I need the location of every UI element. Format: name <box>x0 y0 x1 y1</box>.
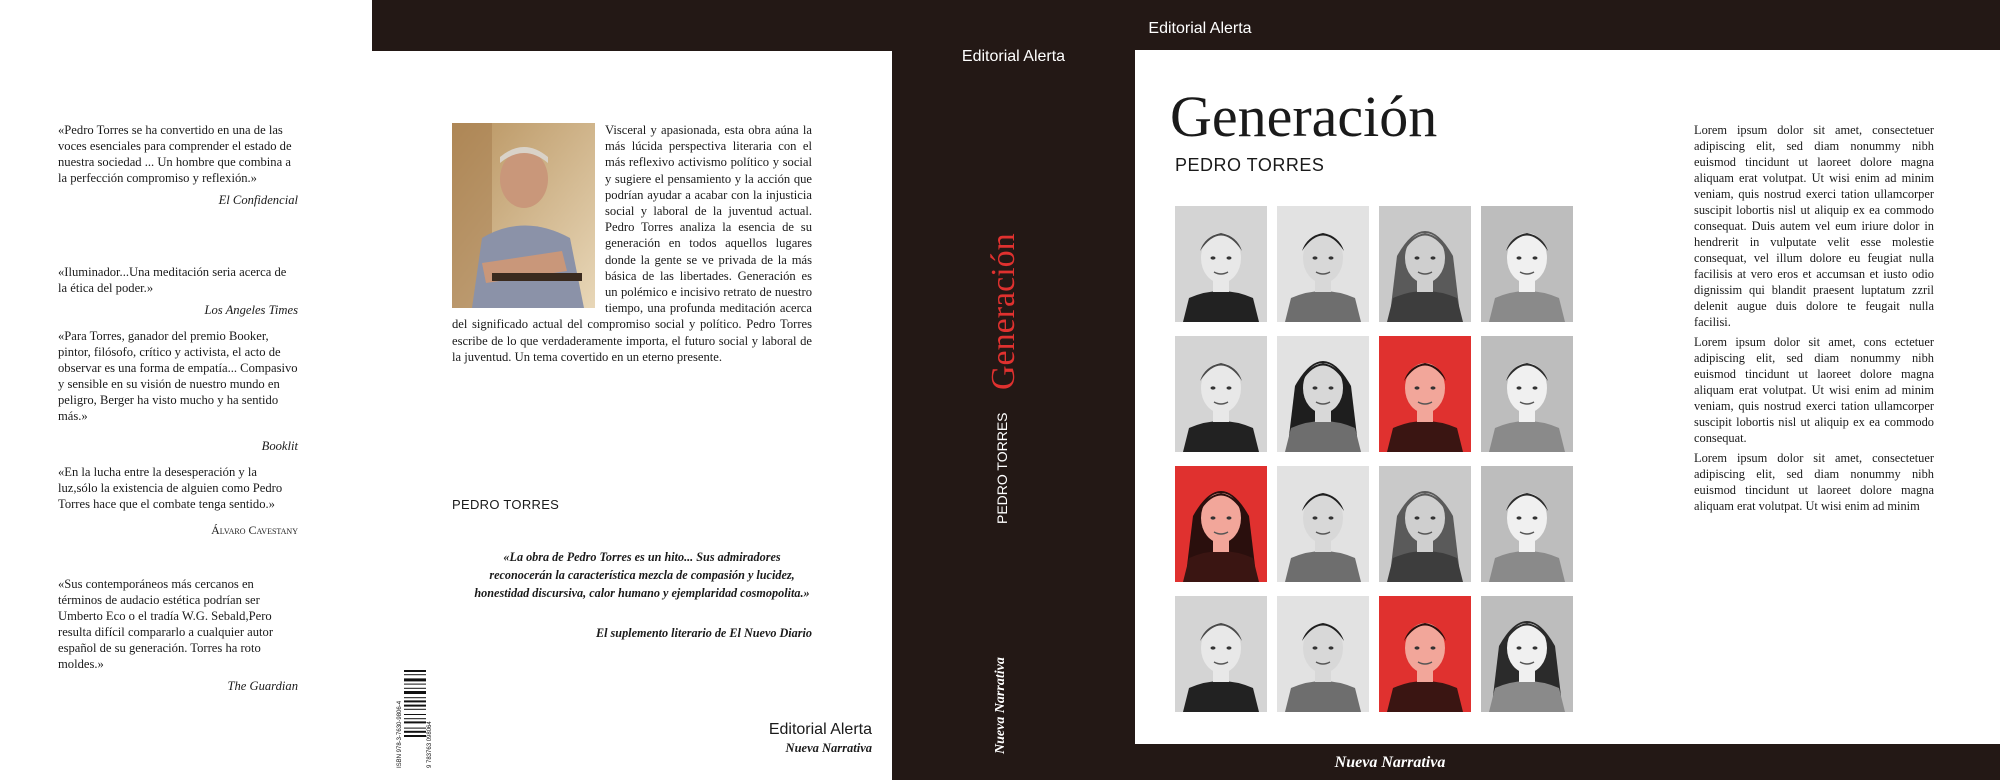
review-source: Booklit <box>261 439 298 453</box>
back-quote-source: El suplemento literario de El Nuevo Diario <box>596 626 812 640</box>
flap-top-band <box>1627 0 2000 50</box>
portrait-photo-icon <box>1481 596 1573 712</box>
front-collection: Nueva Narrativa <box>1334 754 1446 771</box>
back-quote: «La obra de Pedro Torres es un hito... Sus admiradores reconocerán la característica mezcla de compasión y lucidez, honestidad discursiva, calor humano y ejemplaridad cosmopolita.» <box>474 550 810 600</box>
flap-paragraph: Lorem ipsum dolor sit amet, cons ectetuer adipiscing elit, sed diam nonummy nibh euismod tincidunt ut laoreet dolore magna aliquam erat volutpat. Ut wisi enim ad minim veniam, quis nostrud exerci tation ullamcorper suscipit lobortis nisl ut aliquip ex ea commodo consequat. <box>1694 335 1934 445</box>
review-source: Álvaro Cavestany <box>211 523 298 537</box>
review-source: El Confidencial <box>218 193 298 207</box>
back-cover <box>372 0 892 780</box>
review-text: «Para Torres, ganador del premio Booker, pintor, filósofo, crítico y activista, el acto de observar es una forma de empatía... Compasivo y sensible en su visión de nuestro mundo en peligro, Berger ha visto mucho y ha sentido más.» <box>58 329 298 423</box>
portrait-photo-icon <box>1277 206 1369 322</box>
review-1 <box>58 122 298 208</box>
portrait-photo-icon <box>1481 336 1573 452</box>
portrait-photo-icon <box>1379 466 1471 582</box>
review-source: The Guardian <box>227 679 298 693</box>
review-4 <box>58 464 298 538</box>
review-text: «Pedro Torres se ha convertido en una de las voces esenciales para comprender el estado de nuestra sociedad ... Un hombre que combina a la perfección compromiso y reflexión.» <box>58 123 292 185</box>
portrait-photo-icon <box>1175 466 1267 582</box>
front-title: Generación <box>1170 84 1438 149</box>
spine-author-box <box>994 408 1014 524</box>
portrait-photo-icon <box>1175 596 1267 712</box>
spine-collection: Nueva Narrativa <box>993 657 1008 754</box>
review-source: Los Angeles Times <box>204 303 298 317</box>
portrait-photo-icon <box>1481 206 1573 322</box>
portrait-photo-icon <box>1379 596 1471 712</box>
spine-collection-box <box>993 626 1013 756</box>
portrait-photo-icon <box>1379 206 1471 322</box>
flap-paragraph: Lorem ipsum dolor sit amet, consectetuer adipiscing elit, sed diam nonummy nibh euismod tincidunt ut laoreet dolore magna aliquam erat volutpat. Ut wisi enim ad minim veniam, quis nostrud exerci tation ullamcorper suscipit lobortis nisl ut aliquip ex ea commodo consequat. Duis autem vel eum iriure dolor in hendrerit in vulputate velit esse molestie consequat, vel illum dolore eu feugiat nulla facilisis at vero eros et accumsan et iusto odio dignissim qui blandit praesent luptatum zzril delenit augue duis dolore te feugait nulla facilisi. <box>1694 123 1934 329</box>
flap-paragraph: Lorem ipsum dolor sit amet, consectetuer adipiscing elit, sed diam nonummy nibh euismod tincidunt ut laoreet dolore magna aliquam erat volutpat. Ut wisi enim ad minim <box>1694 451 1934 513</box>
left-flap <box>0 0 372 780</box>
back-blurb <box>452 122 812 365</box>
review-text: «En la lucha entre la desesperación y la luz,sólo la existencia de alguien como Pedro Torres hace que el combate tenga sentido.» <box>58 465 283 511</box>
spine-title: Generación <box>985 233 1022 390</box>
portrait-photo-icon <box>1175 206 1267 322</box>
review-5 <box>58 576 298 694</box>
front-flap-text <box>1694 122 1934 518</box>
review-text: «Iluminador...Una meditación seria acerca de la ética del poder.» <box>58 265 287 295</box>
review-text: «Sus contemporáneos más cercanos en términos de audacio estética podrían ser Umberto Eco o el tradía W.G. Sebald,Pero resulta difícil compararlo a cualquier autor español de su generación. Torres ha roto moldes.» <box>58 577 274 671</box>
back-author-name: PEDRO TORRES <box>452 497 560 512</box>
flap-bottom-band <box>1627 744 2000 780</box>
portrait-photo-icon <box>1277 596 1369 712</box>
isbn-label: ISBN 978-3-7630-9806-4 <box>397 700 403 768</box>
barcode-digits: 9 783763 098064 <box>427 721 433 768</box>
back-publisher: Editorial Alerta <box>768 721 872 738</box>
spine <box>892 0 1135 780</box>
review-3 <box>58 328 298 454</box>
portrait-photo-icon <box>1481 466 1573 582</box>
front-author: PEDRO TORRES <box>1175 155 1325 175</box>
spine-author: PEDRO TORRES <box>994 412 1010 524</box>
spine-title-box <box>985 200 1022 400</box>
portrait-photo-icon <box>1379 336 1471 452</box>
front-publisher: Editorial Alerta <box>1148 20 1252 37</box>
review-2 <box>58 264 298 318</box>
spine-publisher: Editorial Alerta <box>961 48 1066 65</box>
portrait-photo-icon <box>1175 336 1267 452</box>
photo-grid <box>1175 206 1573 710</box>
portrait-photo-icon <box>1277 466 1369 582</box>
blurb-text: Visceral y apasionada, esta obra aúna la más lúcida perspectiva literaria con el más reflexivo activismo político y social y sugiere el pensamiento y la acción que podrían ayudar a acabar con la injusticia social y laboral de la juventud actual. Pedro Torres analiza la esencia de su generación en todos aquellos lugares donde la gente se ve privada de la más básica de las libertades. Generación es un polémico e incisivo retrato de nuestro tiempo, una profunda meditación acerca del significado actual del compromiso social y político. Pedro Torres escribe de lo que verdaderamente importa, el futuro social y laboral de la juventud. Un tema covertido en un eterno presente. <box>452 123 812 364</box>
back-top-band <box>372 0 892 51</box>
barcode <box>396 666 432 770</box>
back-collection: Nueva Narrativa <box>785 741 872 755</box>
portrait-photo-icon <box>1277 336 1369 452</box>
